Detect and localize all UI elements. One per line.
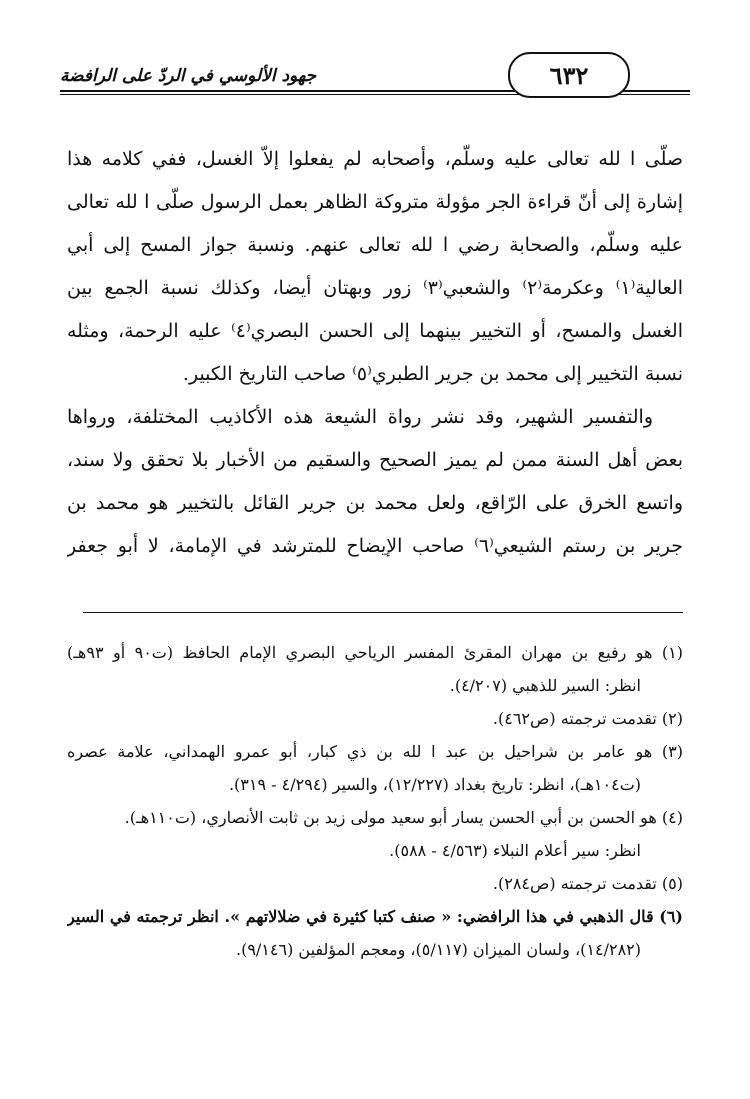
footnote-line: (١٤/٢٨٢)، ولسان الميزان (٥/١١٧)، ومعجم المؤلفين (٩/١٤٦). bbox=[235, 940, 641, 959]
footnote-line: (ت١٠٤هـ)، انظر: تاريخ بغداد (١٢/٢٢٧)، والسير (٤/٢٩٤ - ٣١٩). bbox=[228, 775, 641, 794]
page-header bbox=[60, 60, 690, 100]
text-line: جرير بن رستم الشيعي⁽٦⁾ صاحب الإيضاح للمترشد في الإمامة، لا أبو جعفر bbox=[67, 535, 683, 557]
text-line: عليه وسلّم، والصحابة رضي ا لله تعالى عنهم. ونسبة جواز المسح إلى أبي bbox=[67, 234, 683, 256]
text-line: العالية⁽١⁾ وعكرمة⁽٢⁾ والشعبي⁽٣⁾ زور وبهتان أيضا، وكذلك نسبة الجمع بين bbox=[67, 277, 683, 299]
text-line: والتفسير الشهير، وقد نشر رواة الشيعة هذه الأكاذيب المختلفة، ورواها bbox=[67, 406, 653, 428]
footnote-line: (١) هو رفيع بن مهران المقرئ المفسر الرياحي البصري الإمام الحافظ (ت٩٠ أو ٩٣هـ) bbox=[67, 643, 683, 662]
footnote-line: (٤) هو الحسن بن أبي الحسن يسار أبو سعيد مولى زيد بن ثابت الأنصاري، (ت١١٠هـ). bbox=[124, 808, 683, 827]
main-text bbox=[67, 138, 683, 568]
footnote-line: انظر: السير للذهبي (٤/٢٠٧). bbox=[449, 676, 641, 695]
page-number: ٦٣٢ bbox=[508, 52, 630, 98]
text-line: الغسل والمسح، أو التخيير بينهما إلى الحسن البصري⁽٤⁾ عليه الرحمة، ومثله bbox=[67, 320, 683, 342]
text-line: صلّى ا لله تعالى عليه وسلّم، وأصحابه لم يفعلوا إلاّ الغسل، ففي كلامه هذا bbox=[67, 148, 683, 170]
footnote-line: (٢) تقدمت ترجمته (ص٤٦٢). bbox=[492, 709, 683, 728]
footnote-line: انظر: سير أعلام النبلاء (٤/٥٦٣ - ٥٨٨). bbox=[389, 841, 641, 860]
text-line: إشارة إلى أنّ قراءة الجر مؤولة متروكة الظاهر بعمل الرسول صلّى ا لله تعالى bbox=[67, 191, 683, 213]
footnote-line: (٣) هو عامر بن شراحيل بن عبد ا لله بن ذي كبار، أبو عمرو الهمداني، علامة عصره bbox=[67, 742, 683, 761]
footnote-line: (٥) تقدمت ترجمته (ص٢٨٤). bbox=[492, 874, 683, 893]
footnotes bbox=[67, 636, 683, 966]
footnote-line: (٦) قال الذهبي في هذا الرافضي: « صنف كتبا كثيرة في ضلالاتهم ». انظر ترجمته في السير bbox=[67, 907, 683, 926]
text-line: بعض أهل السنة ممن لم يميز الصحيح والسقيم من الأخبار بلا تحقق ولا سند، bbox=[67, 449, 683, 471]
footnote-separator bbox=[83, 612, 683, 613]
text-line: واتسع الخرق على الرّاقع، ولعل محمد بن جرير القائل بالتخيير هو محمد بن bbox=[67, 492, 683, 514]
text-line: نسبة التخيير إلى محمد بن جرير الطبري⁽٥⁾ صاحب التاريخ الكبير. bbox=[182, 363, 683, 385]
running-title: جهود الألوسي في الردّ على الرافضة bbox=[60, 66, 317, 86]
